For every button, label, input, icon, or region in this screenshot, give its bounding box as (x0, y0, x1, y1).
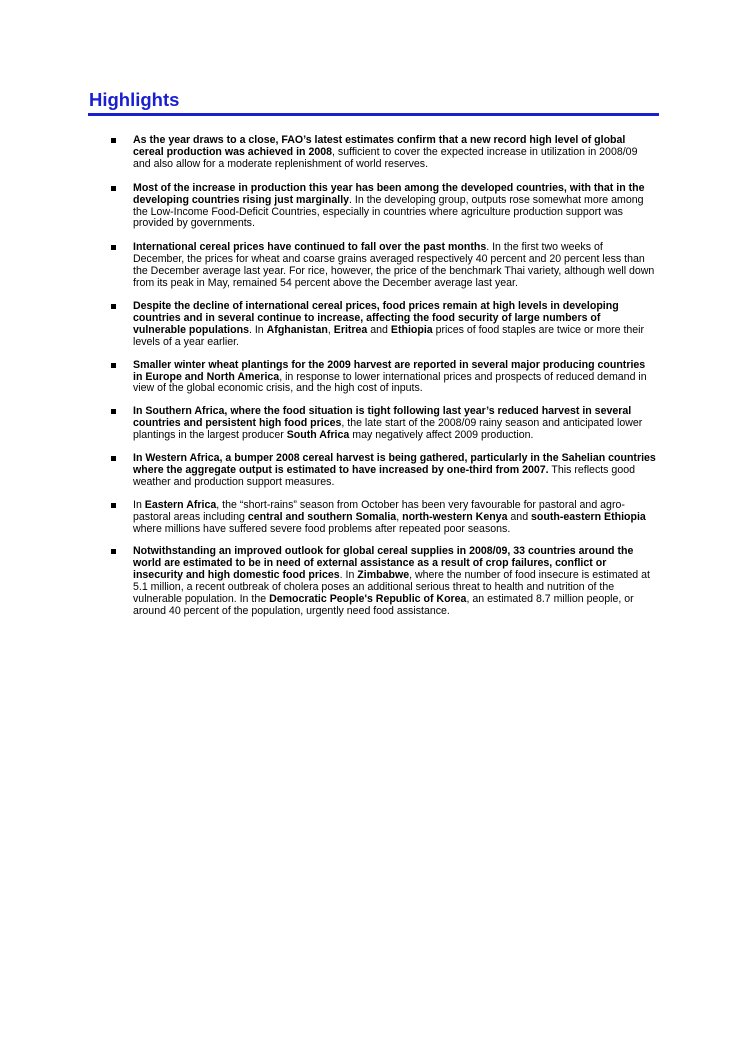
bullet-marker (111, 186, 116, 191)
bullet-marker (111, 138, 116, 143)
highlight-bold-text: In Western Africa, a bumper 2008 cereal harvest is being gathered, particularly in the Sahelian countries where the aggregate output is estimated to have increased by one-third from 2007. (133, 452, 656, 476)
highlight-text: and (507, 510, 532, 523)
highlight-bold-text: Ethiopia (390, 323, 433, 336)
bullet-marker (111, 409, 116, 414)
highlight-text: may negatively affect 2009 production. (349, 429, 534, 442)
highlight-item (111, 183, 656, 231)
highlight-text: . In the first two weeks of December, the prices for wheat and coarse grains averaged respectively 40 percent and 20 percent less than the December average last year. For rice, however, the price of the benchmark Thai variety, although well down from its peak in May, remained 54 percent above the December average last year. (133, 241, 655, 290)
bullet-marker (111, 503, 116, 508)
highlight-text: , the late start of the 2008/09 rainy season and anticipated lower plantings in the largest producer (133, 417, 643, 442)
highlight-bold-text: Most of the increase in production this year has been among the developed countries, with that in the developing countries rising just marginally (133, 181, 645, 206)
highlight-item (111, 242, 656, 290)
highlight-text: , where the number of food insecure is estimated at 5.1 million, a recent outbreak of cholera poses an additional serious threat to health and nutrition of the vulnerable population. In the (133, 569, 650, 606)
highlight-bold-text: Eastern Africa (144, 498, 217, 511)
highlight-bold-text: Democratic People's Republic of Korea (269, 593, 467, 606)
highlight-text: This reflects good weather and production support measures. (133, 463, 635, 488)
highlight-bold-text: south-eastern Ethiopia (531, 510, 646, 523)
highlight-bold-text: In Southern Africa, where the food situation is tight following last year’s reduced harvest in several countries and persistent high food prices (133, 405, 632, 430)
highlight-text: and (367, 323, 391, 336)
highlight-bold-text: Zimbabwe (357, 569, 410, 582)
highlight-bold-text: Smaller winter wheat plantings for the 2009 harvest are reported in several major producing countries in Europe and North America (133, 358, 646, 383)
highlight-item (111, 500, 656, 536)
highlight-bold-text: Despite the decline of international cereal prices, food prices remain at high levels in developing countries and in several continue to increase, affecting the food security of large numbers of vulnerable populations (133, 299, 619, 336)
highlight-bold-text: central and southern Somalia (247, 510, 397, 523)
highlight-text: , (396, 510, 403, 523)
highlight-text: . In the developing group, outputs rose somewhat more among the Low-Income Food-Deficit Countries, especially in countries where agriculture production support was provided by governments. (133, 193, 644, 230)
highlight-bold-text: Afghanistan (266, 323, 328, 336)
highlight-text: , in response to lower international prices and prospects of reduced demand in view of the global economic crisis, and the high cost of inputs. (133, 370, 647, 395)
highlight-item (111, 453, 656, 489)
highlights-list (111, 135, 656, 618)
highlight-text: where millions have suffered severe food problems after repeated poor seasons. (133, 522, 511, 535)
highlight-bold-text: Eritrea (333, 323, 368, 336)
highlight-bold-text: As the year draws to a close, FAO’s latest estimates confirm that a new record high level of global cereal production was achieved in 2008 (133, 134, 626, 158)
highlight-text: . In (248, 323, 267, 336)
highlight-bold-text: north-western Kenya (402, 510, 508, 523)
highlight-bold-text: South Africa (286, 429, 350, 442)
bullet-marker (111, 549, 116, 554)
highlight-item (111, 546, 656, 617)
highlight-text: , an estimated 8.7 million people, or around 40 percent of the population, urgently need food assistance. (133, 593, 634, 617)
bullet-marker (111, 245, 116, 250)
title-underline (88, 113, 659, 116)
highlight-bold-text: Notwithstanding an improved outlook for global cereal supplies in 2008/09, 33 countries around the world are estimated to be in need of external assistance as a result of crop failures, conflict or insecurity and high domestic food prices (133, 545, 634, 582)
highlight-item (111, 135, 656, 171)
bullet-marker (111, 363, 116, 368)
highlight-bold-text: International cereal prices have continued to fall over the past months (133, 241, 487, 254)
highlight-item (111, 406, 656, 442)
highlight-text: , (327, 323, 334, 336)
highlight-item (111, 360, 656, 396)
page-title: Highlights (89, 89, 180, 110)
highlight-text: . In (339, 569, 358, 582)
highlight-item (111, 301, 656, 349)
highlight-text: , sufficient to cover the expected increase in utilization in 2008/09 and also allow for a moderate replenishment of world reserves. (133, 145, 638, 170)
bullet-marker (111, 304, 116, 309)
highlight-text: In (133, 498, 145, 511)
highlight-text: , the “short-rains” season from October has been very favourable for pastoral and agro-pastoral areas including (133, 498, 625, 523)
highlight-text: prices of food staples are twice or more their levels of a year earlier. (133, 323, 645, 348)
bullet-marker (111, 456, 116, 461)
